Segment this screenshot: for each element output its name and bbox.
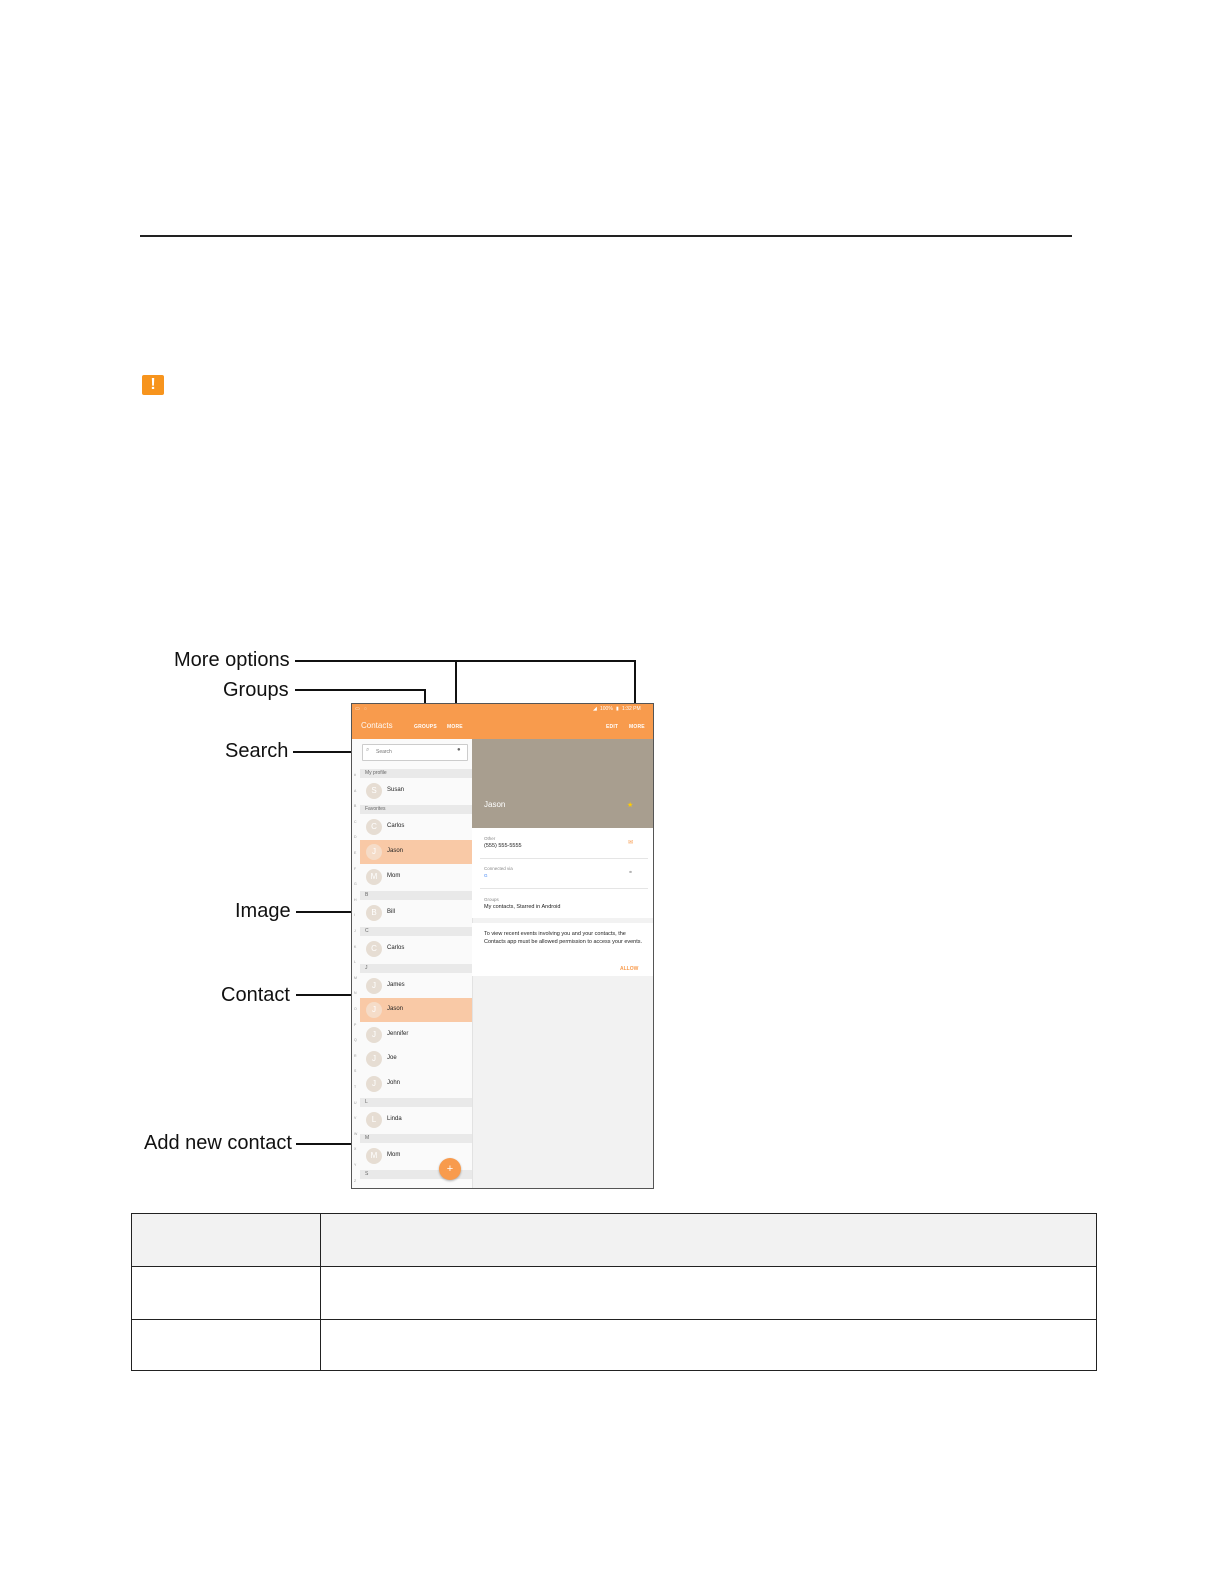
phone-number[interactable]: (555) 555-5555: [484, 843, 522, 849]
app-title: Contacts: [361, 721, 393, 730]
contact-name: Carlos: [387, 945, 405, 951]
index-letter[interactable]: E: [354, 851, 357, 855]
contact-name: Jason: [387, 1006, 404, 1012]
section-header-s: S: [360, 1170, 472, 1179]
battery-icon: ▮: [616, 706, 619, 712]
contact-name: Linda: [387, 1116, 402, 1122]
app-bar: [352, 715, 653, 739]
avatar: J: [366, 1027, 382, 1043]
contact-row-selected[interactable]: [360, 998, 472, 1022]
index-letter[interactable]: T: [354, 1085, 357, 1089]
callout-search: Search: [225, 740, 289, 762]
avatar: J: [366, 1051, 382, 1067]
index-letter[interactable]: X: [354, 1147, 357, 1152]
contact-name: Bill: [387, 909, 396, 915]
add-contact-button[interactable]: [439, 1158, 461, 1180]
link-icon[interactable]: ⚭: [628, 870, 634, 876]
microphone-icon[interactable]: ●: [457, 747, 461, 753]
index-letter[interactable]: F: [354, 866, 357, 871]
contact-name: Carlos: [387, 823, 405, 829]
section-header-my-profile: My profile: [360, 769, 472, 778]
contact-row[interactable]: [360, 1047, 472, 1071]
index-letter[interactable]: D: [354, 835, 357, 840]
contact-name: Jason: [387, 848, 404, 854]
phone-label: Other: [484, 836, 496, 841]
avatar: J: [366, 1002, 382, 1018]
contact-list-pane: [352, 739, 473, 1188]
avatar: L: [366, 1112, 382, 1128]
more-options-button-detail[interactable]: MORE: [629, 724, 645, 730]
section-header-m: M: [360, 1134, 472, 1143]
table-header-row: [132, 1214, 1096, 1267]
section-header-b: B: [360, 891, 472, 900]
avatar: S: [366, 783, 382, 799]
signal-icon: ◢: [593, 706, 597, 712]
contact-name: Joe: [387, 1055, 397, 1061]
contact-header: [472, 739, 653, 828]
index-letter[interactable]: O: [354, 1007, 357, 1011]
index-letter[interactable]: H: [354, 897, 357, 902]
table-row: [132, 1267, 1096, 1320]
index-letter[interactable]: G: [354, 882, 357, 887]
header-rule: [140, 235, 1072, 237]
index-letter[interactable]: L: [354, 960, 356, 965]
star-icon[interactable]: ★: [627, 802, 634, 809]
status-bar: [352, 704, 653, 715]
contact-row[interactable]: [360, 1023, 472, 1047]
table-cell: [321, 1214, 1096, 1266]
callout-contact: Contact: [221, 984, 290, 1006]
clock: 1:32 PM: [622, 706, 641, 712]
contact-row-favorite-selected[interactable]: [360, 840, 472, 864]
search-box[interactable]: [362, 744, 468, 761]
avatar: M: [366, 1148, 382, 1164]
contact-row-profile[interactable]: [360, 779, 472, 803]
callout-add-new-contact: Add new contact: [144, 1132, 292, 1154]
contact-name: Susan: [387, 787, 405, 793]
index-letter[interactable]: B: [354, 804, 357, 809]
search-icon: ⌕: [366, 747, 370, 753]
contact-name: Mom: [387, 873, 401, 879]
battery-level: 100%: [600, 706, 613, 712]
section-header-l: L: [360, 1098, 472, 1107]
contact-row-favorite[interactable]: [360, 865, 472, 889]
avatar: M: [366, 869, 382, 885]
google-icon: G: [484, 873, 488, 878]
index-letter[interactable]: Y: [354, 1163, 357, 1167]
groups-label: Groups: [484, 897, 499, 902]
search-input[interactable]: [376, 747, 446, 757]
tablet-screenshot: [351, 703, 654, 1189]
add-person-icon: +: [446, 1163, 454, 1175]
avatar: C: [366, 941, 382, 957]
table-cell: [132, 1320, 321, 1370]
contact-row[interactable]: [360, 1072, 472, 1096]
contact-row[interactable]: [360, 974, 472, 998]
groups-button[interactable]: GROUPS: [414, 724, 437, 730]
section-header-c: C: [360, 927, 472, 936]
warning-icon: !: [142, 375, 164, 395]
index-letter[interactable]: C: [354, 819, 357, 824]
index-letter[interactable]: I: [354, 913, 355, 918]
table-cell: [132, 1214, 321, 1266]
index-letter[interactable]: V: [354, 1116, 357, 1121]
index-letter[interactable]: A: [354, 788, 357, 793]
contact-name: John: [387, 1080, 401, 1086]
edit-button[interactable]: EDIT: [606, 724, 619, 730]
index-letter[interactable]: K: [354, 944, 357, 949]
avatar: J: [366, 844, 382, 860]
avatar: J: [366, 978, 382, 994]
message-icon[interactable]: ✉: [628, 840, 634, 846]
contact-row[interactable]: [360, 901, 472, 925]
table-row: [132, 1320, 1096, 1370]
notification-icon: ▭: [355, 706, 360, 712]
index-letter[interactable]: Z: [354, 1178, 357, 1183]
callout-groups: Groups: [223, 679, 289, 701]
avatar: J: [366, 1076, 382, 1092]
index-letter[interactable]: U: [354, 1100, 357, 1105]
index-letter[interactable]: W: [354, 1131, 358, 1136]
index-letter[interactable]: Q: [354, 1038, 357, 1043]
avatar: B: [366, 905, 382, 921]
contact-name: James: [387, 982, 405, 988]
contact-name: Mom: [387, 1152, 401, 1158]
index-letter[interactable]: M: [354, 975, 357, 980]
more-options-button-list[interactable]: MORE: [447, 724, 463, 730]
section-header-favorites: Favorites: [360, 805, 472, 814]
events-permission-card: [472, 923, 653, 976]
callout-image: Image: [235, 900, 291, 922]
table-cell: [321, 1267, 1096, 1319]
table-cell: [132, 1267, 321, 1319]
contact-row-favorite[interactable]: [360, 815, 472, 839]
contact-name: Jennifer: [387, 1031, 409, 1037]
contact-details-card: [472, 828, 653, 918]
avatar: C: [366, 819, 382, 835]
index-letter[interactable]: R: [354, 1053, 357, 1058]
index-letter[interactable]: #: [354, 773, 356, 777]
divider: [480, 888, 648, 889]
description-table: [131, 1213, 1097, 1371]
permission-message: To view recent events involving you and your contacts, the Contacts app must be allowed permission to access your events.: [484, 931, 643, 945]
contact-row[interactable]: [360, 937, 472, 961]
sync-icon: ◌: [364, 706, 367, 712]
index-letter[interactable]: S: [354, 1069, 357, 1074]
divider: [480, 858, 648, 859]
index-letter[interactable]: N: [354, 991, 357, 996]
index-letter[interactable]: J: [354, 929, 356, 933]
contact-detail-name: Jason: [484, 800, 506, 809]
index-letter[interactable]: P: [354, 1022, 357, 1027]
table-cell: [321, 1320, 1096, 1370]
allow-button[interactable]: ALLOW: [620, 966, 639, 972]
callout-more-options: More options: [174, 649, 290, 671]
section-header-j: J: [360, 964, 472, 973]
groups-value: My contacts, Starred in Android: [484, 904, 561, 910]
connected-via-label: Connected via: [484, 866, 513, 871]
contact-row[interactable]: [360, 1108, 472, 1132]
